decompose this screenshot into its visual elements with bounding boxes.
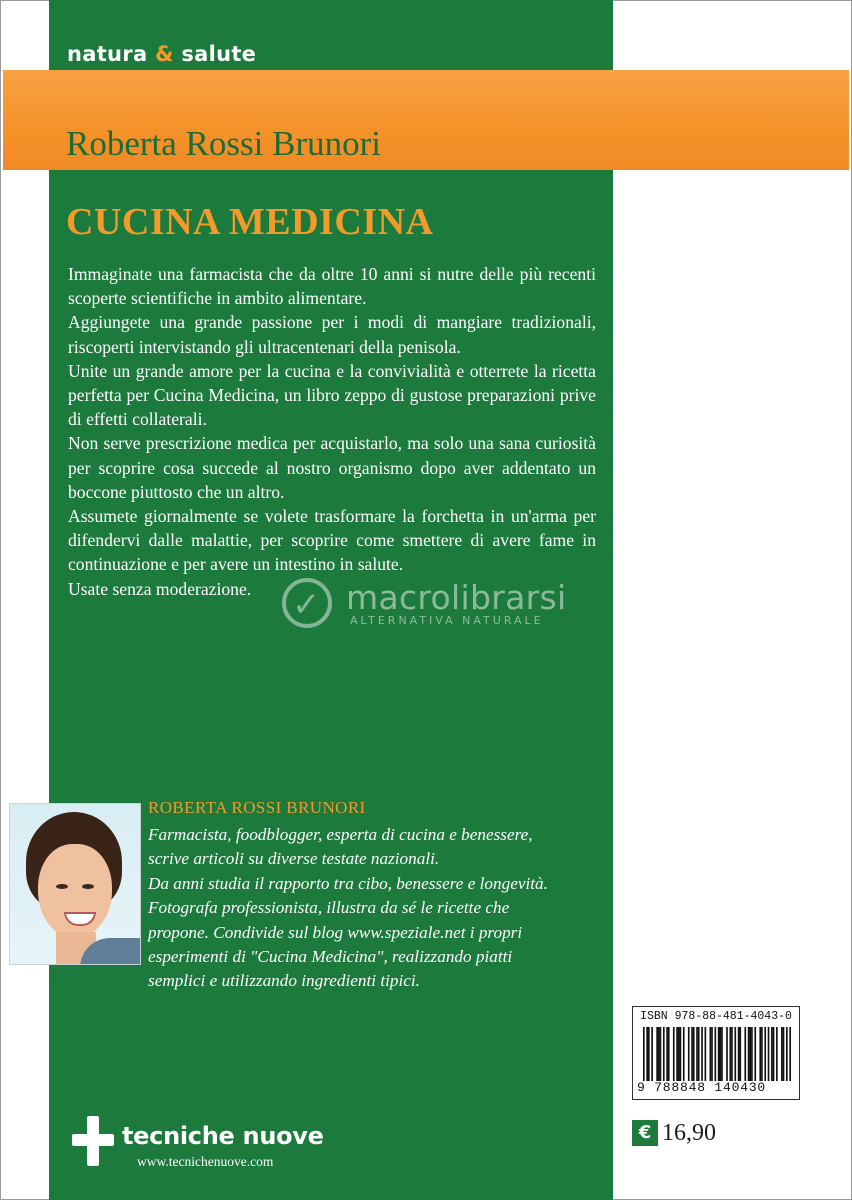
bio-line: Farmacista, foodblogger, esperta di cucina e benessere, <box>148 825 533 844</box>
series-ampersand: & <box>155 42 174 66</box>
description-paragraph: Aggiungete una grande passione per i modi di mangiare tradizionali, riscoperti intervistando gli ultracentenari della penisola. <box>68 312 596 357</box>
publisher-url: www.tecnichenuove.com <box>137 1154 274 1169</box>
series-name <box>67 42 256 66</box>
description-paragraph: Non serve prescrizione medica per acquistarlo, ma solo una sana curiosità per scoprire cosa succede al nostro organismo dopo aver addentato un boccone piuttosto che un altro. <box>68 433 596 502</box>
watermark-logo <box>282 574 582 634</box>
bio-line: Fotografa professionista, illustra da sé le ricette che <box>148 898 510 918</box>
isbn-label: ISBN 978-88-481-4043-0 <box>640 1010 792 1023</box>
bio-line: scrive articoli su diverse testate nazionali. <box>148 849 440 869</box>
series-suffix: salute <box>181 42 257 66</box>
barcode-digits: 9 788848 140430 <box>637 1080 767 1095</box>
bio-line: semplici e utilizzando ingredienti tipici. <box>148 971 420 991</box>
description-paragraph: Usate senza moderazione. <box>68 578 252 599</box>
author-bio <box>148 823 618 994</box>
description-paragraph: Unite un grande amore per la cucina e la convivialità e otterrete la ricetta perfetta per Cucina Medicina, un libro zeppo di gustose preparazioni prive di effetti collaterali. <box>68 360 596 430</box>
checkmark-icon: ✓ <box>292 585 321 625</box>
publisher-logo-icon <box>72 1116 114 1166</box>
bio-line: esperimenti di "Cucina Medicina", realizzando piatti <box>148 947 513 967</box>
bio-line: Da anni studia il rapporto tra cibo, benessere e longevità. <box>148 873 548 893</box>
author-photo <box>9 803 141 965</box>
price-value: 16,90 <box>662 1119 716 1146</box>
book-title: CUCINA MEDICINA <box>66 201 434 243</box>
publisher-name: tecniche nuove <box>122 1122 324 1150</box>
series-prefix: natura <box>67 42 148 66</box>
bio-line: propone. Condivide sul blog www.speziale.net i propri <box>148 922 523 942</box>
barcode-bars <box>643 1027 791 1081</box>
bio-author-name: ROBERTA ROSSI BRUNORI <box>148 798 366 817</box>
price <box>632 1118 716 1148</box>
euro-icon: € <box>632 1120 658 1146</box>
barcode <box>632 1006 800 1100</box>
description-paragraph: Immaginate una farmacista che da oltre 10 anni si nutre delle più recenti scoperte scientifiche in ambito alimentare. <box>68 264 596 309</box>
watermark-name: macrolibrarsi <box>346 578 567 617</box>
description-paragraph: Assumete giornalmente se volete trasformare la forchetta in un'arma per difendervi dalle malattie, per scoprire come smettere di avere fame in continuazione e per avere un intestino in salute. <box>68 506 596 575</box>
book-description <box>68 262 596 601</box>
author-name: Roberta Rossi Brunori <box>66 124 381 163</box>
watermark-tagline: ALTERNATIVA NATURALE <box>350 614 544 627</box>
